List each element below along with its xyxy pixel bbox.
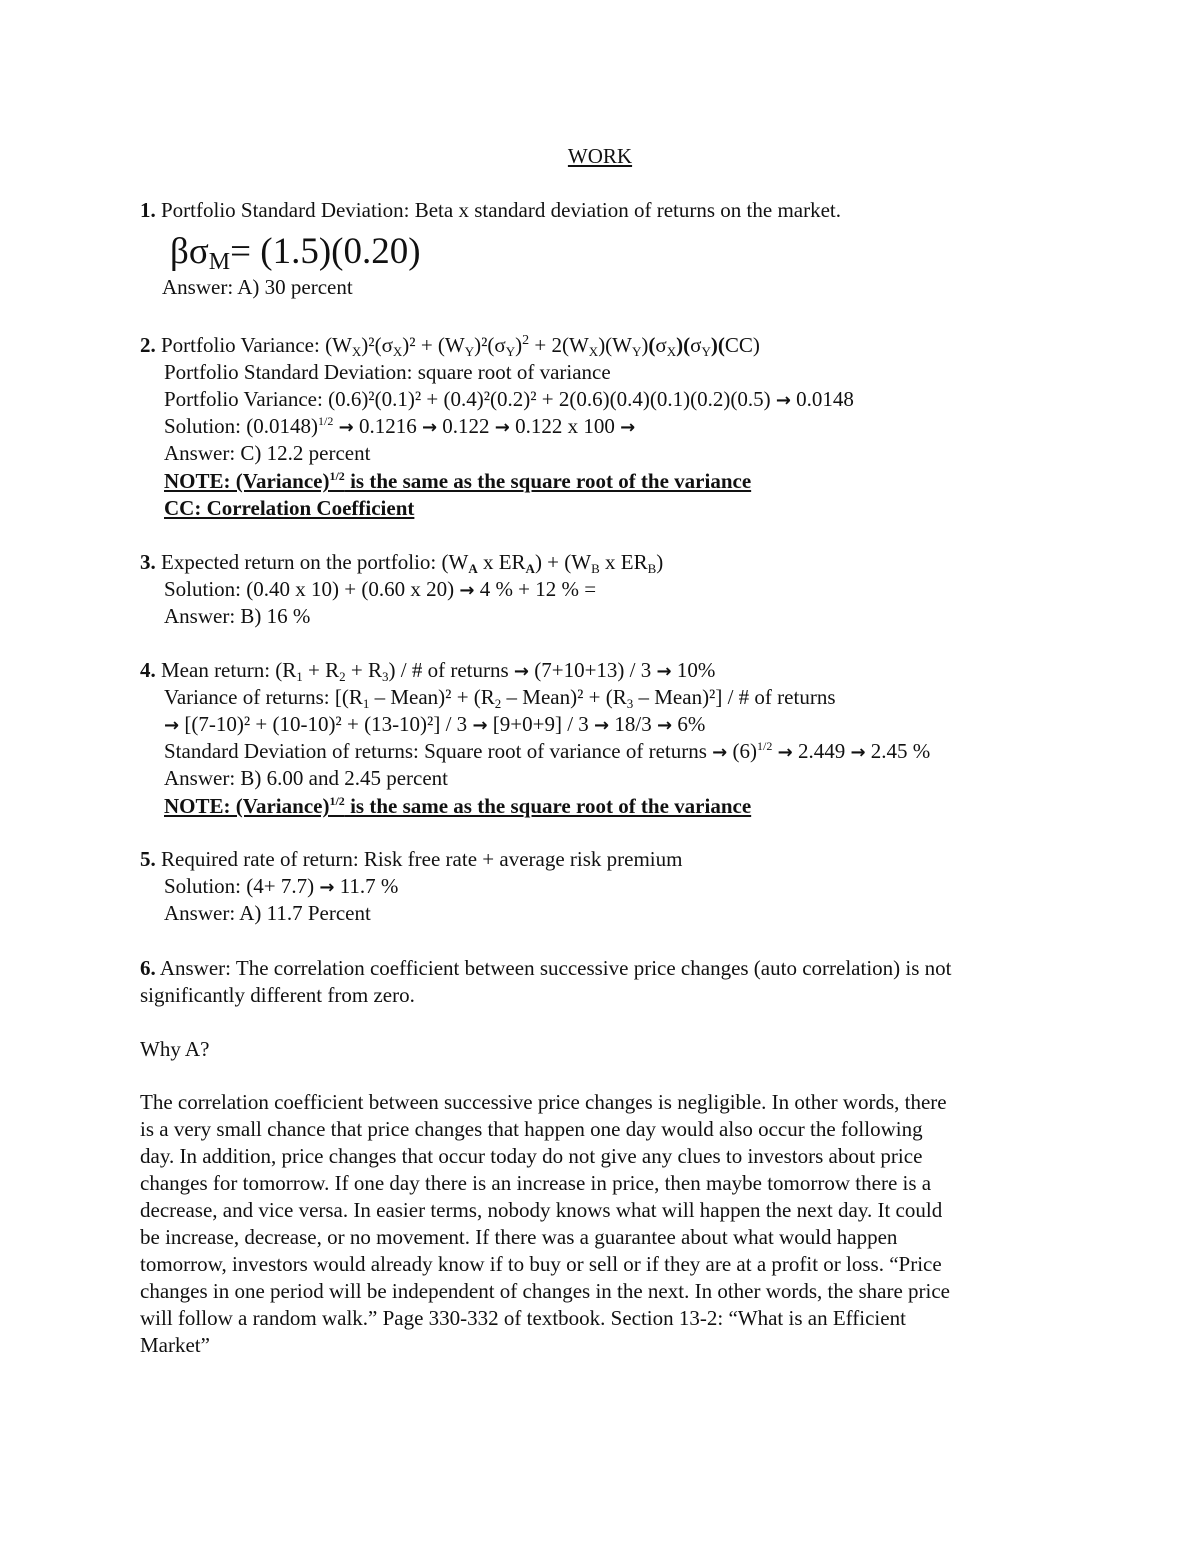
arrow-right-icon: → [338, 417, 354, 438]
q1-formula [170, 230, 421, 274]
q1-text: Portfolio Standard Deviation: Beta x standard deviation of returns on the market. [161, 198, 841, 222]
q1-statement [140, 197, 841, 224]
arrow-right-icon: → [620, 417, 636, 438]
q4-sd: Standard Deviation of returns: Square root of variance of returns → $(6)^{1/2} \to 2.449 \to 2.45$ % [164, 739, 931, 763]
q4-variance: Variance of returns: [($R_1$ – Mean)² + ($R_2$ – Mean)² + ($R_3$ – Mean)²] / # of returns [164, 685, 836, 711]
q2-note-b: is the same as the square root of the variance [344, 469, 752, 493]
q3-number: 3. [140, 550, 156, 574]
q3-solution-result: 4 % + 12 % = [479, 577, 597, 601]
q4-sd-c: 2.45 % [870, 739, 931, 763]
arrow-right-icon: → [513, 661, 529, 682]
q4-note-a: NOTE: (Variance) [164, 794, 330, 818]
q2-solution: Solution: $(0.0148)^{1/2} \to 0.1216 \to 0.122 \to 0.122$ x 100 → [164, 414, 636, 438]
q1-formula-rhs: = (1.5)(0.20) [230, 231, 421, 272]
q2-solution-d: 0.122 x 100 [515, 414, 615, 438]
q2-answer: Answer: C) 12.2 percent [164, 441, 371, 465]
q2-note-variance: NOTE: (Variance)$^{1/2}$ is the same as the square root of the variance [164, 469, 752, 493]
arrow-right-icon: → [712, 742, 728, 763]
q4-note-b: is the same as the square root of the variance [344, 794, 752, 818]
q5-number: 5. [140, 847, 156, 871]
q2-note-cc: CC: Correlation Coefficient [164, 496, 415, 520]
q3-solution-text: Solution: (0.40 x 10) + (0.60 x 20) [164, 577, 455, 601]
arrow-right-icon: → [594, 715, 610, 736]
q3-statement: 3. Expected return on the portfolio: ($W_A$ x $ER_A) + (W_B$ x $ER_B$) [140, 550, 664, 576]
q4-mean: 4. Mean return: $(R_1 + R_2 + R_3)$ / # of returns → (7+10+13) / 3 → 10% [140, 658, 716, 684]
q5-solution [164, 873, 398, 901]
q3-answer: Answer: B) 16 % [164, 604, 311, 628]
q2-note-a: NOTE: (Variance) [164, 469, 330, 493]
q4-variance-result: 6% [677, 712, 706, 736]
q6-paragraph-line: be increase, decrease, or no movement. If there was a guarantee about what would happen [140, 1225, 898, 1249]
page-title: WORK [567, 144, 633, 168]
q4-answer: Answer: B) 6.00 and 2.45 percent [164, 766, 449, 790]
q5-statement [140, 846, 682, 873]
q2-solution-b: 0.1216 [358, 414, 417, 438]
q6-paragraph-line: is a very small chance that price changes that happen one day would also occur the following [140, 1117, 923, 1141]
arrow-right-icon: → [421, 417, 438, 438]
arrow-right-icon: → [164, 715, 180, 736]
arrow-right-icon: → [777, 742, 793, 763]
q1-formula-lhs: βσ [170, 231, 209, 272]
arrow-right-icon: → [472, 715, 488, 736]
q6-why: Why A? [140, 1037, 210, 1061]
q6-number: 6. [140, 956, 156, 980]
q6-paragraph-line: day. In addition, price changes that occur today do not give any clues to investors about price [140, 1144, 923, 1168]
q1-answer: Answer: A) 30 percent [162, 275, 353, 299]
q2-variance-formula: 2. Portfolio Variance: $(W_X)^2(\sigma_X)^2 + (W_Y)^2(\sigma_Y)^2 + 2(W_X)(W_Y)(\sigma_X)(\sigma_Y)(CC)$ [140, 333, 760, 359]
arrow-right-icon: → [850, 742, 866, 763]
q2-calculation [164, 386, 854, 414]
q5-solution-text: Solution: (4+ 7.7) [164, 874, 315, 898]
q6-paragraph-line: decrease, and vice versa. In easier terms, nobody knows what will happen the next day. It could [140, 1198, 943, 1222]
q6-paragraph-line: will follow a random walk.” Page 330-332 of textbook. Section 13-2: “What is an Efficient [140, 1306, 906, 1330]
q2-solution-c: 0.122 [442, 414, 490, 438]
arrow-right-icon: → [494, 417, 510, 438]
q5-answer: Answer: A) 11.7 Percent [164, 901, 371, 925]
q6-answer-text: Answer: The correlation coefficient between successive price changes (auto correlation) is not [159, 956, 952, 980]
q6-paragraph-line: changes in one period will be independent of changes in the next. In other words, the share price [140, 1279, 950, 1303]
arrow-right-icon: → [656, 661, 672, 682]
arrow-right-icon: → [459, 580, 475, 601]
q4-mean-result: 10% [676, 658, 716, 682]
q1-formula-sub: M [208, 249, 231, 275]
q3-solution [164, 576, 596, 604]
q5-text: Required rate of return: Risk free rate + average risk premium [161, 847, 683, 871]
q5-solution-result: 11.7 % [339, 874, 399, 898]
q2-calculation-text: Portfolio Variance: (0.6)²(0.1)² + (0.4)²(0.2)² + 2(0.6)(0.4)(0.1)(0.2)(0.5) [164, 387, 771, 411]
q6-paragraph-line: Market” [140, 1333, 210, 1357]
q6-paragraph-line: The correlation coefficient between successive price changes is negligible. In other words, there [140, 1090, 947, 1114]
q4-note-variance: NOTE: (Variance)$^{1/2}$ is the same as the square root of the variance [164, 794, 752, 818]
q6-answer-line1 [140, 955, 952, 982]
arrow-right-icon: → [656, 715, 673, 736]
q1-number: 1. [140, 198, 156, 222]
q2-solution-a: Solution: (0.0148) [164, 414, 319, 438]
q6-answer-line2: significantly different from zero. [140, 983, 415, 1007]
q4-sd-text: Standard Deviation of returns: Square root of variance of returns [164, 739, 707, 763]
arrow-right-icon: → [319, 877, 335, 898]
q2-calc-result: 0.0148 [796, 387, 854, 411]
q6-paragraph-line: tomorrow, investors would already know if to buy or sell or if they are at a profit or loss. “Price [140, 1252, 942, 1276]
q2-number: 2. [140, 333, 156, 357]
q2-sd-definition: Portfolio Standard Deviation: square root of variance [164, 360, 611, 384]
q4-variance-calc: → [(7-10)² + (10-10)² + (13-10)²] / 3 → [9+0+9] / 3 → 18/3 → 6% [164, 712, 706, 736]
q4-sd-b: 2.449 [797, 739, 846, 763]
q2-variance-formula-text: Portfolio Variance: (W [161, 333, 352, 357]
q6-paragraph-line: changes for tomorrow. If one day there is an increase in price, then maybe tomorrow there is a [140, 1171, 932, 1195]
arrow-right-icon: → [775, 390, 791, 411]
